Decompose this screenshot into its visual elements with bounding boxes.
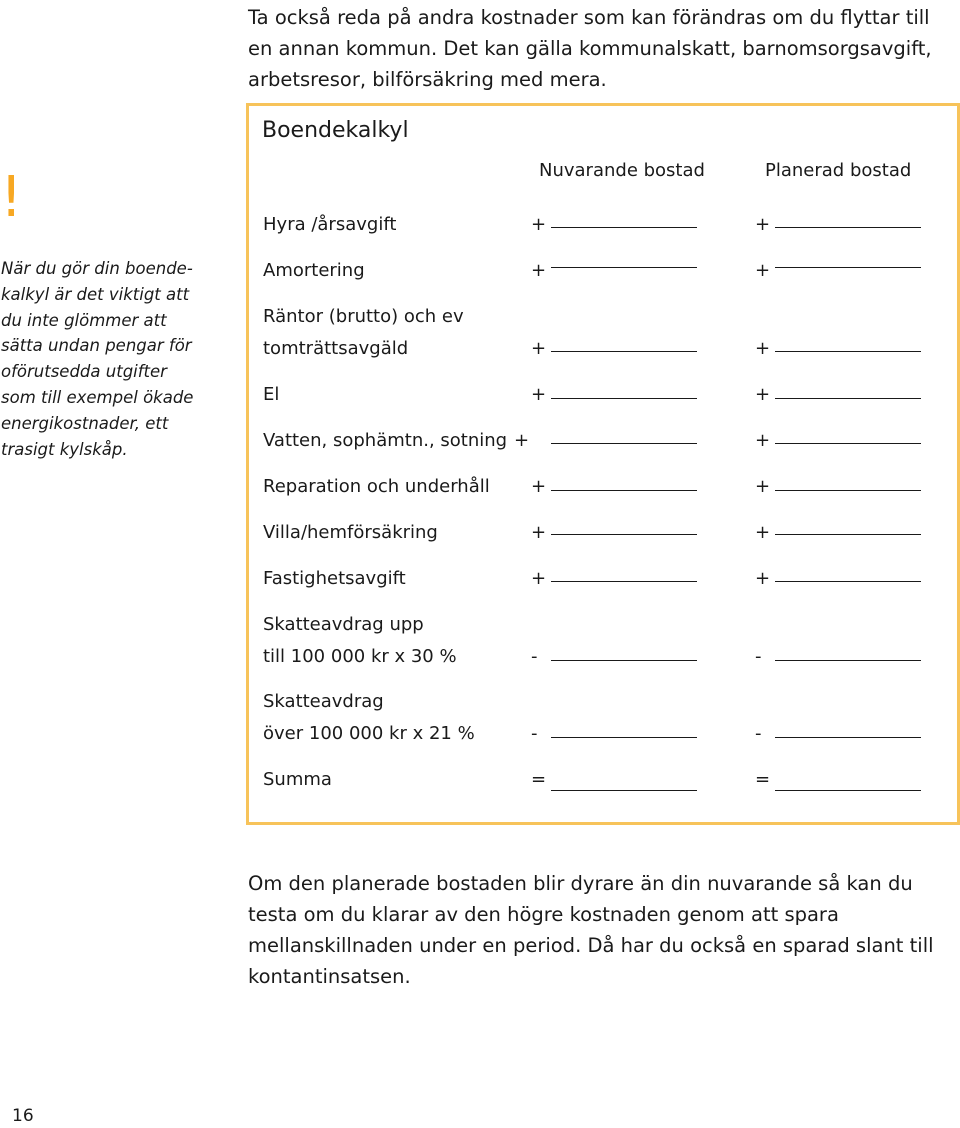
operator-planned: =: [755, 769, 771, 790]
row-label: Räntor (brutto) och ev: [263, 306, 464, 327]
intro-paragraph: Ta också reda på andra kostnader som kan förändras om du flyttar till en annan kommun. Det kan gälla kommunalskatt, barnomsorgsavgift, arbetsresor, bilförsäkring med mera.: [248, 6, 932, 91]
operator-current: +: [531, 384, 547, 405]
input-line-current[interactable]: [551, 790, 697, 791]
column-header-planned: Planerad bostad: [765, 160, 912, 181]
operator-current: +: [531, 260, 547, 281]
input-line-current[interactable]: [551, 351, 697, 352]
operator-planned: -: [755, 646, 762, 667]
row-label-line2: till 100 000 kr x 30 %: [263, 646, 457, 667]
input-line-planned[interactable]: [775, 490, 921, 491]
row-label: Fastighetsavgift: [263, 568, 406, 589]
budget-calculator-box: [246, 103, 960, 825]
row-label-line2: tomträttsavgäld: [263, 338, 409, 359]
operator-planned: +: [755, 568, 771, 589]
operator-current: +: [531, 214, 547, 235]
row-label: Skatteavdrag: [263, 691, 384, 712]
input-line-planned[interactable]: [775, 227, 921, 228]
row-label: Amortering: [263, 260, 365, 281]
input-line-planned[interactable]: [775, 267, 921, 268]
row-label: Reparation och underhåll: [263, 476, 490, 497]
input-line-current[interactable]: [551, 581, 697, 582]
operator-current: +: [531, 568, 547, 589]
calculator-title: Boendekalkyl: [262, 118, 409, 143]
operator-current: =: [531, 769, 547, 790]
input-line-planned[interactable]: [775, 534, 921, 535]
row-label: El: [263, 384, 280, 405]
input-line-planned[interactable]: [775, 351, 921, 352]
input-line-current[interactable]: [551, 737, 697, 738]
operator-planned: +: [755, 214, 771, 235]
page-number: 16: [12, 1106, 34, 1126]
input-line-current[interactable]: [551, 443, 697, 444]
input-line-planned[interactable]: [775, 398, 921, 399]
operator-planned: +: [755, 384, 771, 405]
operator-current: +: [531, 476, 547, 497]
operator-planned: +: [755, 476, 771, 497]
input-line-current[interactable]: [551, 398, 697, 399]
input-line-current[interactable]: [551, 660, 697, 661]
operator-current: -: [531, 723, 538, 744]
row-label: Summa: [263, 769, 332, 790]
input-line-planned[interactable]: [775, 443, 921, 444]
operator-planned: +: [755, 522, 771, 543]
outro-paragraph: Om den planerade bostaden blir dyrare än din nuvarande så kan du testa om du klarar av den högre kostnaden genom att spara mellanskillnaden under en period. Då har du också en sparad slant till kontantinsatsen.: [248, 872, 934, 988]
row-label-line2: över 100 000 kr x 21 %: [263, 723, 475, 744]
row-label: Skatteavdrag upp: [263, 614, 424, 635]
sidebar-note: När du gör din boende-kalkyl är det viktigt att du inte glömmer att sätta undan pengar för oförutsedda utgifter som till exempel ökade energikostnader, ett trasigt kylskåp.: [1, 259, 194, 459]
input-line-current[interactable]: [551, 227, 697, 228]
input-line-planned[interactable]: [775, 790, 921, 791]
operator-current: +: [531, 338, 547, 359]
input-line-current[interactable]: [551, 490, 697, 491]
operator-current: +: [531, 522, 547, 543]
input-line-planned[interactable]: [775, 660, 921, 661]
column-header-current: Nuvarande bostad: [539, 160, 705, 181]
input-line-planned[interactable]: [775, 581, 921, 582]
operator-planned: +: [755, 430, 771, 451]
operator-current: -: [531, 646, 538, 667]
row-label: Vatten, sophämtn., sotning: [263, 430, 508, 451]
operator-planned: +: [755, 260, 771, 281]
row-label: Hyra /årsavgift: [263, 214, 397, 235]
input-line-planned[interactable]: [775, 737, 921, 738]
operator-planned: -: [755, 723, 762, 744]
input-line-current[interactable]: [551, 534, 697, 535]
input-line-current[interactable]: [551, 267, 697, 268]
exclamation-icon: !: [0, 165, 23, 230]
row-label: Villa/hemförsäkring: [263, 522, 438, 543]
operator-planned: +: [755, 338, 771, 359]
operator-current: +: [514, 430, 530, 451]
